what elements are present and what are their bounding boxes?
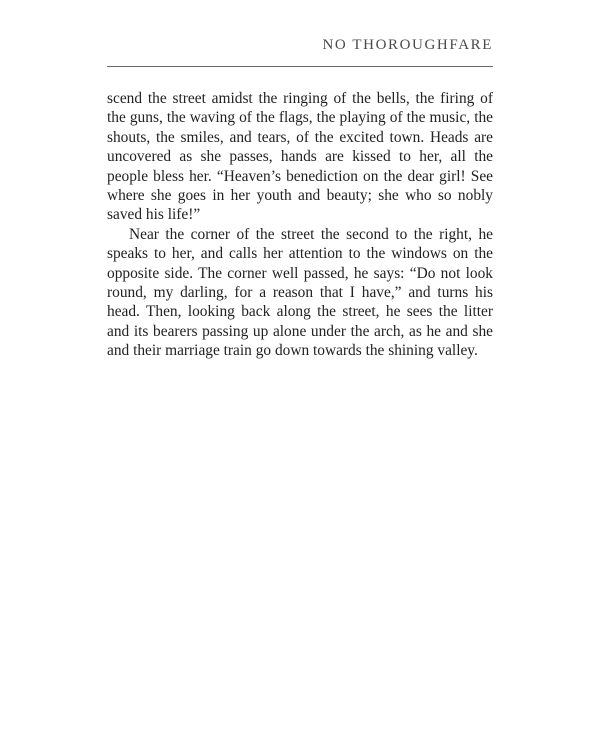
body-text [107, 89, 493, 361]
header-rule [107, 66, 493, 67]
running-head-title: NO THOROUGHFARE [322, 37, 493, 53]
paragraph-1: scend the street amidst the ringing of the bells, the firing of the guns, the waving of the flags, the playing of the music, the shouts, the smiles, and tears, of the excited town. Heads are uncovered as she passes, hands are kissed to her, all the people bless her. “Heaven’s benediction on the dear girl! See where she goes in her youth and beauty; she who so nobly saved his life!” [107, 90, 493, 224]
paragraph-2: Near the corner of the street the second to the right, he speaks to her, and calls her attention to the windows on the opposite side. The corner well passed, he says: “Do not look round, my darling, for a reason that I have,” and turns his head. Then, looking back along the street, he sees the litter and its bearers passing up alone under the arch, as he and she and their marriage train go down towards the shining valley. [107, 225, 493, 360]
